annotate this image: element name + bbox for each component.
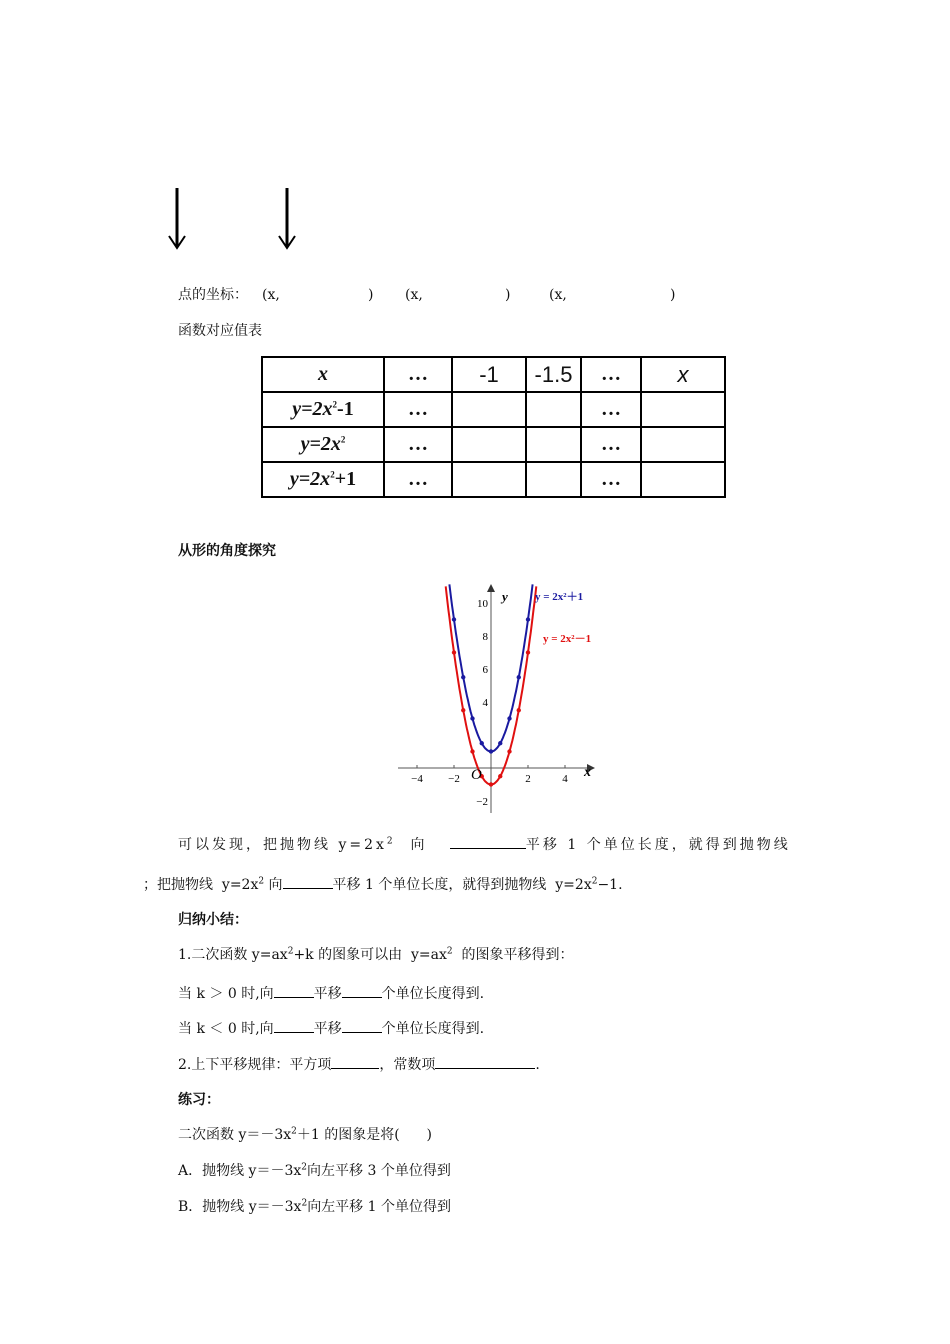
curve-label-lower: y = 2x²－1 [543, 633, 592, 645]
table-cell [526, 462, 581, 497]
curve-point [452, 650, 456, 654]
table-row [262, 357, 725, 392]
y-tick-label: 4 [482, 697, 488, 709]
x-tick-label: −4 [411, 773, 423, 785]
header-cell: … [581, 357, 641, 392]
summary-line-2: 当 k ＞ 0 时,向 平移 个单位长度得到. [178, 983, 484, 1003]
x-tick-label: −2 [448, 773, 460, 785]
coord-open: (x, [405, 287, 423, 303]
table-cell [526, 427, 581, 462]
table-cell [452, 392, 526, 427]
table-cell: … [384, 392, 452, 427]
coords-label: 点的坐标： [178, 287, 248, 303]
header-cell: -1.5 [526, 357, 581, 392]
summary-line-3: 当 k ＜ 0 时,向 平移 个单位长度得到. [178, 1018, 484, 1038]
table-cell [641, 462, 725, 497]
option-a: A．抛物线 $y=-3x^2$向左平移 3 个单位得到 [178, 1162, 451, 1179]
coord-close: ) [670, 287, 676, 303]
paragraph-2: ；把抛物线 $y=2x^2$ 向 平移 1 个单位长度，就得到抛物线 $y=2x^2-1$. [143, 874, 623, 894]
table-cell [452, 427, 526, 462]
table-title: 函数对应值表 [178, 323, 262, 339]
summary-line-4: 2.上下平移规律：平方项 ，常数项 . [178, 1054, 540, 1074]
section-heading: 从形的角度探究 [178, 543, 276, 559]
header-cell: x [641, 357, 725, 392]
table-row [262, 392, 725, 427]
curve-point [498, 774, 502, 778]
answer-blank[interactable] [450, 834, 526, 849]
y-tick-label: 8 [482, 631, 488, 643]
table-cell: … [581, 462, 641, 497]
x-axis-label: x [584, 765, 591, 780]
row-label: $y=2x^2-1$ [262, 392, 384, 427]
row-label: $y=2x^2+1$ [262, 462, 384, 497]
curve-label-upper: y = 2x²＋1 [535, 591, 584, 603]
curve-point [452, 617, 456, 621]
question: 二次函数 $y=-3x^2+1$ 的图象是将( ) [178, 1126, 432, 1143]
curve-point [517, 708, 521, 712]
y-axis-label: y [502, 589, 508, 604]
down-arrow-icon [167, 186, 187, 252]
curve-point [489, 782, 493, 786]
curve-point [507, 716, 511, 720]
coord-open: (x, [549, 287, 567, 303]
answer-blank[interactable] [331, 1054, 379, 1069]
curve-point [507, 749, 511, 753]
coord-open: (x, [262, 287, 280, 303]
header-cell: -1 [452, 357, 526, 392]
curve-point [489, 749, 493, 753]
answer-blank[interactable] [283, 874, 333, 889]
curve-point [517, 675, 521, 679]
paragraph-1: 可以发现，把抛物线 $y=2x^2$ 向 平移 1 个单位长度，就得到抛物线 [178, 834, 791, 854]
answer-blank[interactable] [342, 983, 382, 998]
table-cell: … [581, 427, 641, 462]
table-cell: … [581, 392, 641, 427]
curve-point [526, 650, 530, 654]
answer-blank[interactable] [274, 1018, 314, 1033]
origin-label: O [471, 767, 482, 783]
value-table [261, 356, 726, 498]
curve-point [461, 708, 465, 712]
x-tick-label: 2 [525, 773, 531, 785]
curve-point [526, 617, 530, 621]
section-heading: 归纳小结： [178, 912, 248, 928]
table-cell [641, 427, 725, 462]
table-cell: … [384, 462, 452, 497]
table-cell [452, 462, 526, 497]
curve-point [480, 741, 484, 745]
header-cell: … [384, 357, 452, 392]
header-cell: x [262, 357, 384, 392]
section-heading: 练习： [178, 1092, 220, 1108]
y-tick-label: 6 [482, 664, 488, 676]
curve-point [498, 741, 502, 745]
coord-close: ) [368, 287, 374, 303]
curve-point [470, 716, 474, 720]
table-cell: … [384, 427, 452, 462]
row-label: $y=2x^2$ [262, 427, 384, 462]
coord-close: ) [505, 287, 511, 303]
summary-line-1: 1.二次函数 $y=ax^2+k$ 的图象可以由 $y=ax^2$ 的图象平移得到： [178, 946, 574, 963]
table-cell [641, 392, 725, 427]
answer-blank[interactable] [435, 1054, 535, 1069]
parabola-graph [395, 578, 605, 818]
table-cell [526, 392, 581, 427]
option-b: B．抛物线 $y=-3x^2$向左平移 1 个单位得到 [178, 1198, 451, 1215]
table-row [262, 462, 725, 497]
down-arrow-icon [277, 186, 297, 252]
curve-point [470, 749, 474, 753]
y-tick-label: −2 [476, 796, 488, 808]
answer-blank[interactable] [342, 1018, 382, 1033]
table-row [262, 427, 725, 462]
curve-point [461, 675, 465, 679]
x-tick-label: 4 [562, 773, 568, 785]
answer-blank[interactable] [274, 983, 314, 998]
y-tick-label: 10 [477, 598, 488, 610]
